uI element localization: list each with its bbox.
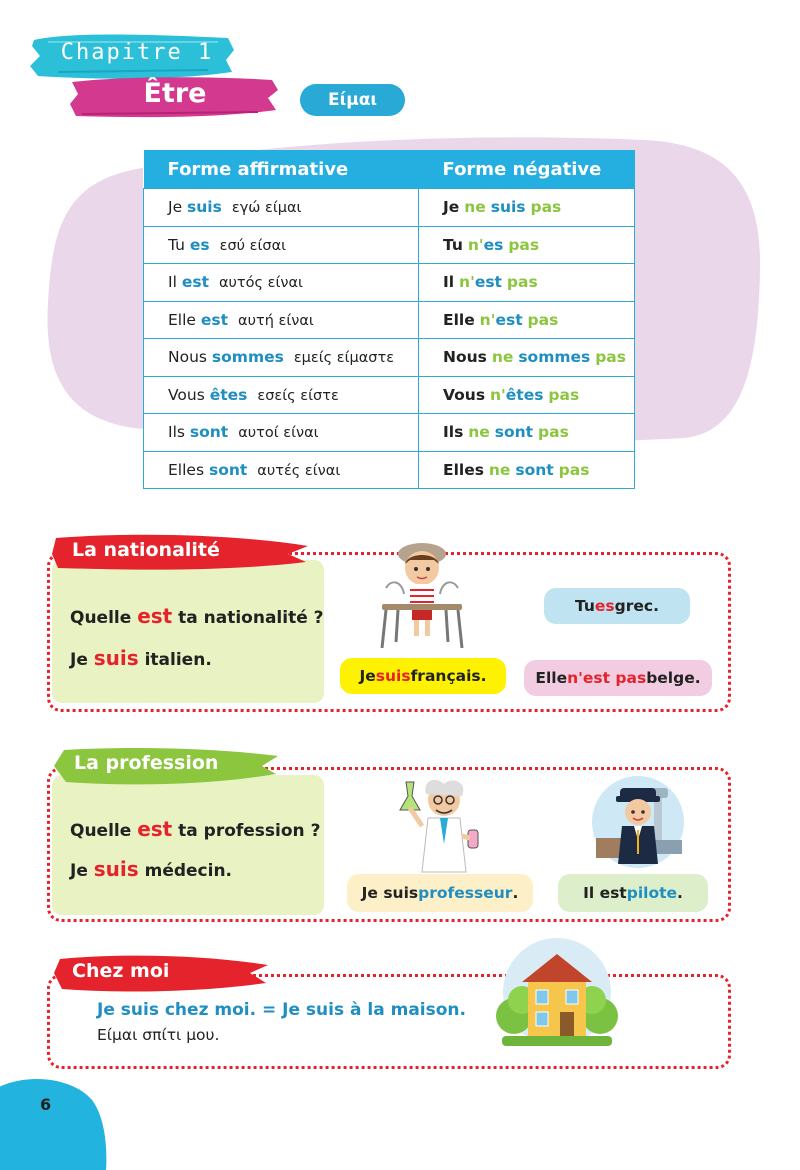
neg-pas: pas xyxy=(508,235,540,254)
pronoun: Tu xyxy=(168,235,185,254)
bubble-text: Je suis xyxy=(361,884,419,902)
neg-particle xyxy=(480,311,523,329)
neg-pas: pas xyxy=(527,310,559,329)
negative-cell xyxy=(419,226,635,264)
verb: sont xyxy=(189,423,229,442)
greek-translation-badge: Είμαι xyxy=(300,84,405,116)
neg-verb: est xyxy=(495,310,523,329)
negative-cell xyxy=(419,414,635,452)
bubble-verb: suis xyxy=(375,667,411,685)
conjugation-row xyxy=(144,451,635,489)
q-verb: est xyxy=(137,817,173,841)
neg-pas: pas xyxy=(595,348,626,367)
conjugation-row xyxy=(144,376,635,414)
neg-pronoun: Il xyxy=(443,273,455,292)
home-title: Chez moi xyxy=(72,960,170,982)
neg-pronoun: Elle xyxy=(443,310,475,329)
conjugation-row xyxy=(144,301,635,339)
neg-particle: ne xyxy=(464,198,486,217)
nationality-question xyxy=(70,604,324,628)
greek-translation: αυτή είναι xyxy=(238,312,314,329)
verb: est xyxy=(181,273,209,292)
affirmative-cell xyxy=(144,414,419,452)
bubble-je-suis-francais xyxy=(340,658,506,694)
neg-verb: es xyxy=(483,235,504,254)
profession-answer xyxy=(70,857,232,881)
bubble-tu-es-grec xyxy=(544,588,690,624)
neg-pas: pas xyxy=(530,198,562,217)
greek-translation: αυτές είναι xyxy=(257,462,341,479)
conjugation-row xyxy=(144,414,635,452)
negative-cell xyxy=(419,451,635,489)
nationality-wash xyxy=(52,560,324,703)
verb: sont xyxy=(208,460,248,479)
home-greek-sentence: Είμαι σπίτι μου. xyxy=(97,1026,220,1044)
a-pre: Je xyxy=(70,861,94,881)
page-number: 6 xyxy=(40,1095,52,1114)
scientist-illustration xyxy=(392,774,488,874)
conjugation-body xyxy=(144,189,635,489)
greek-translation: εσείς είστε xyxy=(257,387,339,404)
bubble-text: Tu xyxy=(575,597,595,615)
conjugation-row xyxy=(144,264,635,302)
verb: suis xyxy=(187,198,222,217)
q-verb: est xyxy=(137,604,173,628)
verb: es xyxy=(189,235,210,254)
neg-elision: n' xyxy=(459,273,475,292)
neg-particle: ne xyxy=(488,460,511,479)
neg-verb: suis xyxy=(490,198,526,217)
a-post: italien. xyxy=(138,650,212,670)
pronoun: Vous xyxy=(168,385,205,404)
negative-cell xyxy=(419,376,635,414)
neg-verb: êtes xyxy=(505,385,544,404)
bubble-verb: es xyxy=(594,597,615,615)
conjugation-row xyxy=(144,339,635,377)
bubble-text: Elle xyxy=(535,669,568,687)
conjugation-row xyxy=(144,189,635,227)
q-post: ta profession ? xyxy=(172,821,321,841)
greek-translation: εμείς είμαστε xyxy=(293,350,395,367)
nationality-answer xyxy=(70,646,212,670)
affirmative-cell xyxy=(144,264,419,302)
neg-verb: est xyxy=(474,273,502,292)
chapter-title: Être xyxy=(143,78,207,109)
conjugation-row xyxy=(144,226,635,264)
neg-pronoun: Elles xyxy=(443,460,484,479)
neg-pas: pas xyxy=(506,273,538,292)
pronoun: Elle xyxy=(168,310,196,329)
a-verb: suis xyxy=(93,857,139,881)
greek-translation: αυτοί είναι xyxy=(238,425,319,442)
chapter-label: Chapitre 1 xyxy=(60,40,214,65)
neg-particle: ne xyxy=(468,423,490,442)
neg-particle xyxy=(490,386,543,404)
page-number-blob xyxy=(0,1070,110,1170)
affirmative-cell xyxy=(144,301,419,339)
affirmative-cell xyxy=(144,376,419,414)
bubble-noun: pilote xyxy=(626,884,678,902)
profession-title: La profession xyxy=(74,752,219,774)
conjugation-table xyxy=(143,150,635,489)
neg-pas: pas xyxy=(538,423,569,442)
neg-verb: sommes xyxy=(518,348,591,367)
bubble-text: . xyxy=(512,884,519,902)
verb: est xyxy=(200,310,229,329)
profession-wash xyxy=(52,775,324,915)
pronoun: Il xyxy=(168,273,177,292)
bubble-text: Il est xyxy=(583,884,627,902)
greek-translation: αυτός είναι xyxy=(218,275,303,292)
neg-pronoun: Je xyxy=(443,198,460,217)
neg-pronoun: Ils xyxy=(443,423,464,442)
q-pre: Quelle xyxy=(70,608,138,628)
bubble-je-suis-professeur xyxy=(347,874,533,912)
q-pre: Quelle xyxy=(70,821,138,841)
neg-verb: sont xyxy=(494,423,534,442)
affirmative-cell xyxy=(144,226,419,264)
bubble-verb: n'est pas xyxy=(567,669,647,687)
neg-elision: n' xyxy=(479,310,496,329)
a-verb: suis xyxy=(93,646,139,670)
neg-particle xyxy=(468,236,504,254)
neg-verb: sont xyxy=(515,460,554,479)
bubble-text: grec. xyxy=(614,597,659,615)
neg-elision: n' xyxy=(467,235,484,254)
pilot-illustration xyxy=(588,774,688,870)
bubble-elle-nest-pas-belge xyxy=(524,660,712,696)
negative-cell xyxy=(419,339,635,377)
nationality-title: La nationalité xyxy=(72,539,220,561)
affirmative-cell xyxy=(144,339,419,377)
neg-pas: pas xyxy=(548,385,580,404)
header-affirmative: Forme affirmative xyxy=(144,150,419,189)
pronoun: Nous xyxy=(168,348,207,367)
neg-elision: n' xyxy=(490,385,506,404)
a-post: médecin. xyxy=(138,861,233,881)
a-pre: Je xyxy=(70,650,94,670)
pronoun: Elles xyxy=(168,460,205,479)
greek-translation: εσύ είσαι xyxy=(219,237,287,254)
bubble-noun: professeur xyxy=(418,884,513,902)
negative-cell xyxy=(419,264,635,302)
neg-pronoun: Tu xyxy=(443,235,463,254)
neg-particle xyxy=(459,273,502,291)
negative-cell xyxy=(419,301,635,339)
bubble-text: Je xyxy=(359,667,376,685)
neg-pronoun: Vous xyxy=(443,385,486,404)
pronoun: Ils xyxy=(168,423,185,442)
neg-pas: pas xyxy=(558,460,590,479)
bubble-text: belge. xyxy=(646,669,701,687)
profession-question xyxy=(70,817,320,841)
home-french-sentence: Je suis chez moi. = Je suis à la maison. xyxy=(97,1000,466,1020)
pronoun: Je xyxy=(168,198,183,217)
bubble-text: français. xyxy=(410,667,487,685)
verb: sommes xyxy=(211,348,284,367)
affirmative-cell xyxy=(144,189,419,227)
greek-translation: εγώ είμαι xyxy=(231,200,302,217)
affirmative-cell xyxy=(144,451,419,489)
neg-particle: ne xyxy=(491,348,514,367)
bubble-text: . xyxy=(677,884,683,902)
house-illustration xyxy=(492,936,622,1058)
neg-pronoun: Nous xyxy=(443,348,487,367)
header-negative: Forme négative xyxy=(419,150,635,189)
q-post: ta nationalité ? xyxy=(172,608,324,628)
french-boy-illustration xyxy=(372,538,472,656)
negative-cell xyxy=(419,189,635,227)
bubble-il-est-pilote xyxy=(558,874,708,912)
verb: êtes xyxy=(209,385,248,404)
